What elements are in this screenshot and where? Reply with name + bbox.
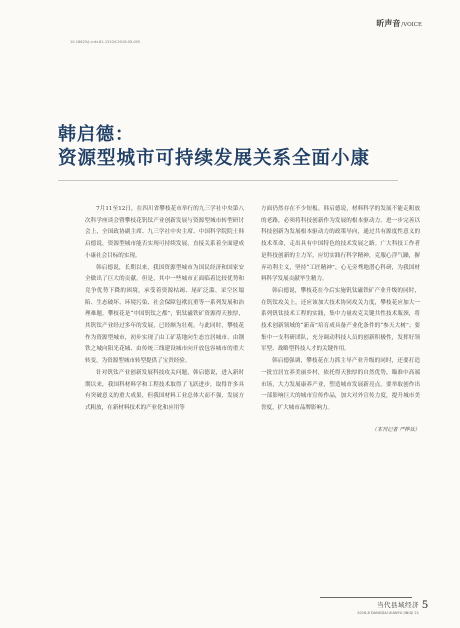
paragraph: 韩启德说，攀枝花在今后实施钒钛磁铁矿产业升级的同时，在钒钛攻关上，还应该加大技术协同攻关力度，攀枝花应加大一系列钒钛技术工程的实践，集中力量攻克关键共性技术瓶颈，将技术创新领域的“新苗”培育成具备产业化条件的“参天大树”；要集中一支科研团队，充分调动科技人员的创新积极性，发挥好领军型、战略型科技人才的关键作用。 bbox=[261, 287, 420, 353]
section-label-en: /VOICE bbox=[401, 22, 422, 28]
title-divider bbox=[58, 180, 398, 181]
magazine-name: 当代县域经济 bbox=[377, 601, 419, 609]
article-column-left bbox=[85, 204, 244, 415]
title-person: 韩启德： bbox=[58, 124, 134, 145]
paragraph: 针对钒钛产业创新发展科技攻关问题，韩启德说，进入新时期以来，我国科材料学和工程技术取得了飞跃进步，取得许多具有突破意义的重大成果，但我国材料工业总体大而不强，发展方式粗放，在新材料技术的产业化和应用等 bbox=[85, 369, 244, 411]
paragraph: 韩启德强调，攀枝花在力抓主导产业升级的同时，还要打造一批宜居宜养美丽乡村，依托得天独厚的自然优势，瞄准中高端市场，大力发展康养产业，塑造城市发展新亮点。要举取创作出一部影响巨大的城市宣传作品，加大对外宣传力度，提升城市美誉度，扩大城市品牌影响力。 bbox=[261, 358, 420, 411]
paragraph: 7月11至12日，在四川省攀枝花市举行的九三学社中央第八次科学座谈会暨攀枝花钒钛产业创新发展与资源型城市转型研讨会上，全国政协副主席、九三学社中央主席、中国科学院院士韩启德说，资源型城市能否实现可持续发展，直接关系着全面建成小康社会目标的实现。 bbox=[85, 206, 244, 259]
paragraph: 韩启德说，长期以来，我国资源型城市为国民经济和国家安全做出了巨大的贡献。但是，其中一些城市正面临着比较优势和竞争优势下降的困境，承受着资源枯竭、尾矿泛滥、采空区塌陷、生态破坏、环境污染、社会保障包袱沉重等一系列发展和治理难题。攀枝花是“中国钒钛之都”，钒钛磁铁矿资源得天独厚，其钒钛产业经过多年的发展，已经颇为壮观。与此同时，攀枝花作为资源型城市，初步实现了由工矿基地向生态宜居城市、由钢铁之城向阳光花城、由传统三线建设城市向开放包容城市的重大转变，为资源型城市转型提供了宝贵经验。 bbox=[85, 264, 244, 365]
issue-info: 2016.8 DANGDAI XIANYU JINGJI 21 bbox=[357, 611, 419, 615]
author-signature: （本刊记者 严桦钛） bbox=[371, 426, 420, 433]
title-headline: 资源型城市可持续发展关系全面小康 bbox=[58, 148, 371, 169]
page-number: 5 bbox=[422, 597, 428, 611]
doi-line: 10.16625/j.cnki.61-1252/f.2016.05.005 bbox=[70, 40, 141, 44]
article-column-right bbox=[261, 204, 420, 436]
article-title bbox=[58, 124, 370, 170]
paragraph: 方面仍然存在不少短板。韩启德说，材料科学的发展不能走粗放的老路，必须将科技创新作为发展的根本驱动力。进一步完善以科技创新为发展根本驱动力的政策导向，通过共有源度性意义的技术革命，走出具有中国特色的技术发展之路。广大科技工作者是科技创新的主力军，应切实践行科学精神，克服心浮气躁，摒弃功利主义，坚持“工匠精神”，心无旁骛地潜心科研，为我国材料科学发展贡献毕生精力。 bbox=[261, 206, 420, 283]
footer-divider bbox=[320, 597, 412, 598]
section-label-zh: 昕声音 bbox=[376, 18, 401, 28]
section-label bbox=[376, 18, 422, 29]
